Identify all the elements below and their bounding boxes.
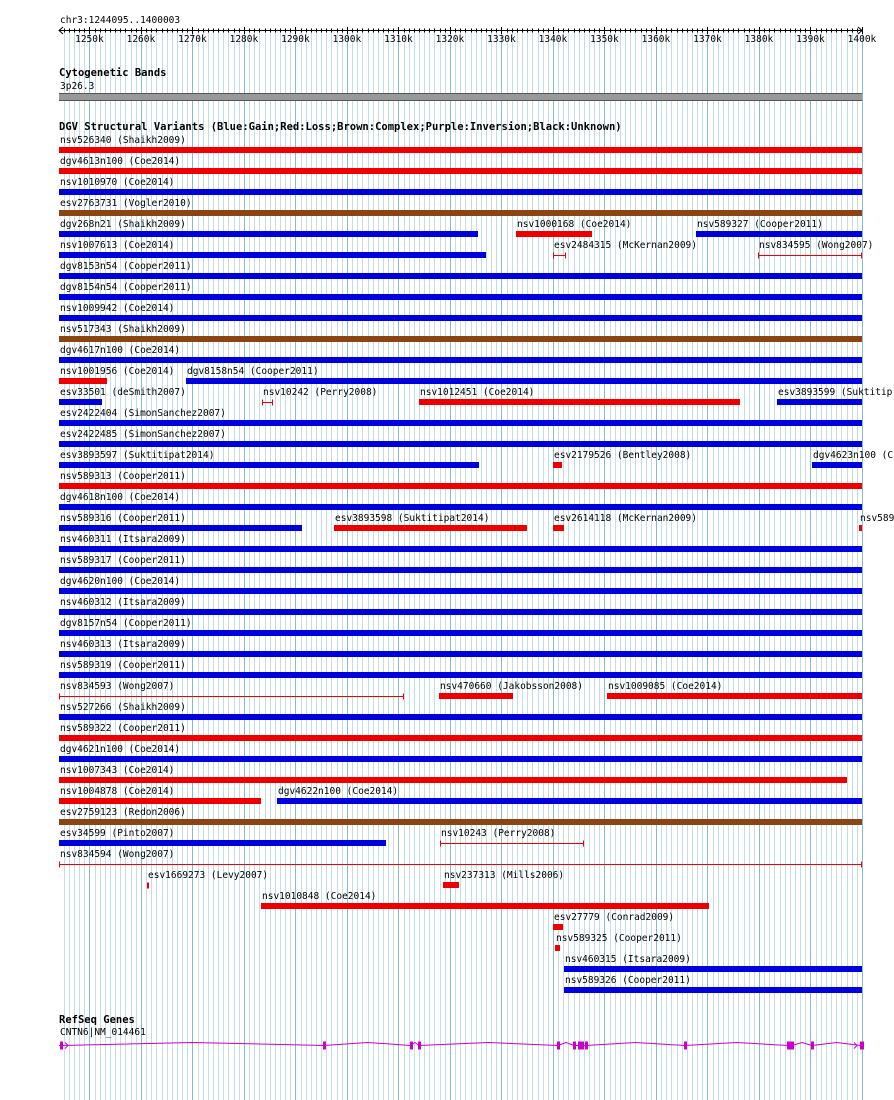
dgv-feature-bar[interactable] <box>443 882 459 888</box>
ruler-position-label: chr3:1244095..1400003 <box>60 15 181 26</box>
dgv-feature-bar[interactable] <box>59 399 102 405</box>
dgv-track-title[interactable]: DGV Structural Variants (Blue:Gain;Red:Loss;Brown:Complex;Purple:Inversion;Black:Unknown) <box>59 121 622 133</box>
ruler-tick-label: 1250k <box>75 34 104 45</box>
dgv-feature-bar[interactable] <box>186 378 862 384</box>
dgv-feature-label[interactable]: nsv834594 (Wong2007) <box>60 849 175 860</box>
dgv-feature-label[interactable]: nsv470660 (Jakobsson2008) <box>440 681 583 692</box>
dgv-feature-bar[interactable] <box>59 210 862 216</box>
refseq-exon[interactable] <box>557 1042 560 1050</box>
dgv-feature-bar[interactable] <box>261 903 709 909</box>
dgv-feature-label[interactable]: nsv460315 (Itsara2009) <box>565 954 691 965</box>
dgv-feature-label[interactable]: nsv589326 (Cooper2011) <box>565 975 691 986</box>
dgv-feature-label[interactable]: dgv4620n100 (Coe2014) <box>60 576 181 587</box>
ruler-tick-label: 1330k <box>487 34 516 45</box>
dgv-feature-label[interactable]: esv27779 (Conrad2009) <box>554 912 675 923</box>
dgv-feature-bar[interactable] <box>555 945 560 951</box>
ruler-tick-label: 1260k <box>126 34 156 45</box>
dgv-feature-label[interactable]: nsv527266 (Shaikh2009) <box>60 702 186 713</box>
refseq-exon[interactable] <box>585 1042 588 1050</box>
dgv-feature-label[interactable]: dgv4618n100 (Coe2014) <box>60 492 181 503</box>
dgv-feature-label[interactable]: nsv1007613 (Coe2014) <box>60 240 175 251</box>
ruler-tick-label: 1350k <box>590 34 619 45</box>
dgv-feature-label[interactable]: esv2484315 (McKernan2009) <box>554 240 697 251</box>
dgv-feature-bar[interactable] <box>59 777 847 783</box>
refseq-exon[interactable] <box>791 1042 794 1050</box>
dgv-feature-label[interactable]: nsv589319 (Cooper2011) <box>60 660 186 671</box>
refseq-exon[interactable] <box>811 1042 814 1050</box>
dgv-feature-bar[interactable] <box>59 504 862 510</box>
dgv-feature-bar[interactable] <box>59 546 862 552</box>
dgv-feature-label[interactable]: nsv589 <box>860 513 894 524</box>
dgv-feature-bar[interactable] <box>59 525 302 531</box>
dgv-feature-label[interactable]: esv33501 (deSmith2007) <box>60 387 186 398</box>
dgv-feature-bar[interactable] <box>564 966 862 972</box>
dgv-feature-label[interactable]: nsv460311 (Itsara2009) <box>60 534 186 545</box>
ruler-tick-label: 1280k <box>229 34 259 45</box>
dgv-feature-label[interactable]: dgv8158n54 (Cooper2011) <box>187 366 319 377</box>
dgv-feature-label[interactable]: esv2422404 (SimonSanchez2007) <box>60 408 226 419</box>
dgv-feature-bar[interactable] <box>59 756 862 762</box>
dgv-feature-bar[interactable] <box>334 525 527 531</box>
dgv-feature-label[interactable]: dgv4613n100 (Coe2014) <box>60 156 181 167</box>
dgv-feature-label[interactable]: nsv1009085 (Coe2014) <box>608 681 723 692</box>
dgv-feature-bar[interactable] <box>59 483 862 489</box>
dgv-feature-bar[interactable] <box>59 441 862 447</box>
dgv-feature-label[interactable]: nsv589317 (Cooper2011) <box>60 555 186 566</box>
dgv-feature-label[interactable]: nsv460312 (Itsara2009) <box>60 597 186 608</box>
refseq-exon[interactable] <box>60 1042 63 1050</box>
ruler-tick-label: 1300k <box>332 34 362 45</box>
dgv-feature-bar[interactable] <box>59 378 107 384</box>
ruler-tick-label: 1340k <box>538 34 568 45</box>
dgv-feature-bar[interactable] <box>777 399 862 405</box>
dgv-feature-label[interactable]: dgv4617n100 (Coe2014) <box>60 345 181 356</box>
refseq-exon[interactable] <box>323 1042 326 1050</box>
dgv-feature-label[interactable]: nsv517343 (Shaikh2009) <box>60 324 186 335</box>
dgv-feature-label[interactable]: nsv589313 (Cooper2011) <box>60 471 186 482</box>
ruler-tick-label: 1310k <box>384 34 413 45</box>
refseq-exon[interactable] <box>581 1042 584 1050</box>
dgv-feature-bar[interactable] <box>277 798 862 804</box>
dgv-feature-bar[interactable] <box>553 462 562 468</box>
dgv-feature-label[interactable]: esv2759123 (Redon2006) <box>60 807 186 818</box>
dgv-feature-bar[interactable] <box>59 735 862 741</box>
refseq-strand-arrow <box>854 1043 857 1049</box>
dgv-feature-label[interactable]: nsv589316 (Cooper2011) <box>60 513 186 524</box>
ruler-tick-label: 1290k <box>281 34 310 45</box>
dgv-feature-label[interactable]: nsv10242 (Perry2008) <box>263 387 378 398</box>
dgv-feature-label[interactable]: nsv1010970 (Coe2014) <box>60 177 175 188</box>
ruler-tick-label: 1390k <box>796 34 825 45</box>
dgv-feature-label[interactable]: dgv268n21 (Shaikh2009) <box>60 219 186 230</box>
dgv-feature-label[interactable]: nsv1000168 (Coe2014) <box>517 219 632 230</box>
dgv-feature-bar[interactable] <box>59 630 862 636</box>
dgv-feature-bar[interactable] <box>59 609 862 615</box>
dgv-feature-label[interactable]: nsv526340 (Shaikh2009) <box>60 135 186 146</box>
refseq-intron-line <box>59 1043 862 1046</box>
dgv-feature-bar[interactable] <box>59 273 862 279</box>
refseq-exon[interactable] <box>573 1042 576 1050</box>
dgv-feature-bar[interactable] <box>419 399 740 405</box>
dgv-feature-label[interactable]: nsv834593 (Wong2007) <box>60 681 175 692</box>
dgv-feature-bar[interactable] <box>59 189 862 195</box>
refseq-track-title[interactable]: RefSeq Genes <box>59 1014 135 1026</box>
dgv-feature-bar[interactable] <box>59 567 862 573</box>
dgv-feature-bar[interactable] <box>516 231 592 237</box>
dgv-feature-label[interactable]: nsv589327 (Cooper2011) <box>697 219 823 230</box>
dgv-feature-bar[interactable] <box>59 462 479 468</box>
dgv-feature-label[interactable]: nsv1007343 (Coe2014) <box>60 765 175 776</box>
dgv-feature-bar[interactable] <box>553 525 564 531</box>
dgv-feature-label[interactable]: nsv1001956 (Coe2014) <box>60 366 175 377</box>
dgv-feature-label[interactable]: nsv834595 (Wong2007) <box>759 240 874 251</box>
dgv-feature-label[interactable]: nsv1010848 (Coe2014) <box>262 891 377 902</box>
dgv-feature-label[interactable]: dgv4622n100 (Coe2014) <box>278 786 399 797</box>
dgv-feature-label[interactable]: dgv8153n54 (Cooper2011) <box>60 261 192 272</box>
dgv-feature-bar[interactable] <box>59 798 261 804</box>
dgv-feature-bar[interactable] <box>553 924 563 930</box>
refseq-exon[interactable] <box>861 1042 864 1050</box>
cytoband-label: 3p26.3 <box>60 81 95 92</box>
refseq-exon[interactable] <box>578 1042 581 1050</box>
dgv-feature-label[interactable]: esv2614118 (McKernan2009) <box>554 513 697 524</box>
dgv-feature-label[interactable]: nsv1009942 (Coe2014) <box>60 303 175 314</box>
dgv-feature-label[interactable]: esv2763731 (Vogler2010) <box>60 198 192 209</box>
dgv-feature-bar[interactable] <box>59 588 862 594</box>
dgv-feature-bar[interactable] <box>859 525 862 531</box>
dgv-feature-bar[interactable] <box>59 336 862 342</box>
dgv-feature-label[interactable]: esv2422485 (SimonSanchez2007) <box>60 429 226 440</box>
dgv-feature-label[interactable]: nsv1012451 (Coe2014) <box>420 387 535 398</box>
cytoband-bar[interactable] <box>59 93 862 101</box>
dgv-feature-label[interactable]: esv3893597 (Suktitipat2014) <box>60 450 215 461</box>
refseq-exon[interactable] <box>418 1042 421 1050</box>
dgv-feature-bar[interactable] <box>59 315 862 321</box>
dgv-feature-label[interactable]: nsv460313 (Itsara2009) <box>60 639 186 650</box>
ruler-tick-label: 1320k <box>435 34 465 45</box>
dgv-feature-bar[interactable] <box>59 672 862 678</box>
dgv-feature-bar[interactable] <box>59 357 862 363</box>
dgv-feature-label[interactable]: dgv4623n100 (C <box>813 450 894 461</box>
dgv-feature-bar[interactable] <box>564 987 862 993</box>
dgv-feature-label[interactable]: nsv589325 (Cooper2011) <box>556 933 682 944</box>
dgv-feature-label[interactable]: nsv1004878 (Coe2014) <box>60 786 175 797</box>
ruler-tick-label: 1270k <box>178 34 207 45</box>
dgv-feature-bar[interactable] <box>59 819 862 825</box>
dgv-feature-label[interactable]: nsv237313 (Mills2006) <box>444 870 565 881</box>
dgv-feature-bar[interactable] <box>696 231 862 237</box>
ruler-tick-label: 1370k <box>693 34 722 45</box>
dgv-feature-bar[interactable] <box>59 714 862 720</box>
dgv-feature-label[interactable]: dgv8154n54 (Cooper2011) <box>60 282 192 293</box>
dgv-feature-bar[interactable] <box>59 840 386 846</box>
dgv-feature-label[interactable]: nsv10243 (Perry2008) <box>441 828 556 839</box>
dgv-feature-label[interactable]: dgv4621n100 (Coe2014) <box>60 744 181 755</box>
dgv-feature-label[interactable]: esv34599 (Pinto2007) <box>60 828 175 839</box>
ruler-tick-label: 1380k <box>744 34 774 45</box>
dgv-feature-label[interactable]: nsv589322 (Cooper2011) <box>60 723 186 734</box>
refseq-exon[interactable] <box>684 1042 687 1050</box>
ruler-tick-label: 1360k <box>641 34 671 45</box>
dgv-feature-label[interactable]: esv3893599 (Suktitip <box>778 387 893 398</box>
dgv-feature-label[interactable]: esv3893598 (Suktitipat2014) <box>335 513 490 524</box>
dgv-feature-label[interactable]: esv1669273 (Levy2007) <box>148 870 269 881</box>
dgv-feature-bar[interactable] <box>59 168 862 174</box>
cytoband-track-title[interactable]: Cytogenetic Bands <box>59 67 167 79</box>
dgv-feature-bar[interactable] <box>59 252 486 258</box>
dgv-feature-bar[interactable] <box>59 147 862 153</box>
dgv-feature-bar[interactable] <box>59 231 478 237</box>
dgv-feature-bar[interactable] <box>812 462 862 468</box>
refseq-exon[interactable] <box>410 1042 413 1050</box>
dgv-feature-label[interactable]: esv2179526 (Bentley2008) <box>554 450 692 461</box>
dgv-feature-label[interactable]: dgv8157n54 (Cooper2011) <box>60 618 192 629</box>
refseq-gene-label[interactable]: CNTN6|NM_014461 <box>60 1027 146 1038</box>
ruler-tick-label: 1400k <box>847 34 877 45</box>
dgv-feature-bar[interactable] <box>59 420 862 426</box>
dgv-feature-bar[interactable] <box>59 651 862 657</box>
dgv-feature-bar[interactable] <box>439 693 513 699</box>
dgv-feature-bar[interactable] <box>59 294 862 300</box>
dgv-feature-bar[interactable] <box>607 693 862 699</box>
